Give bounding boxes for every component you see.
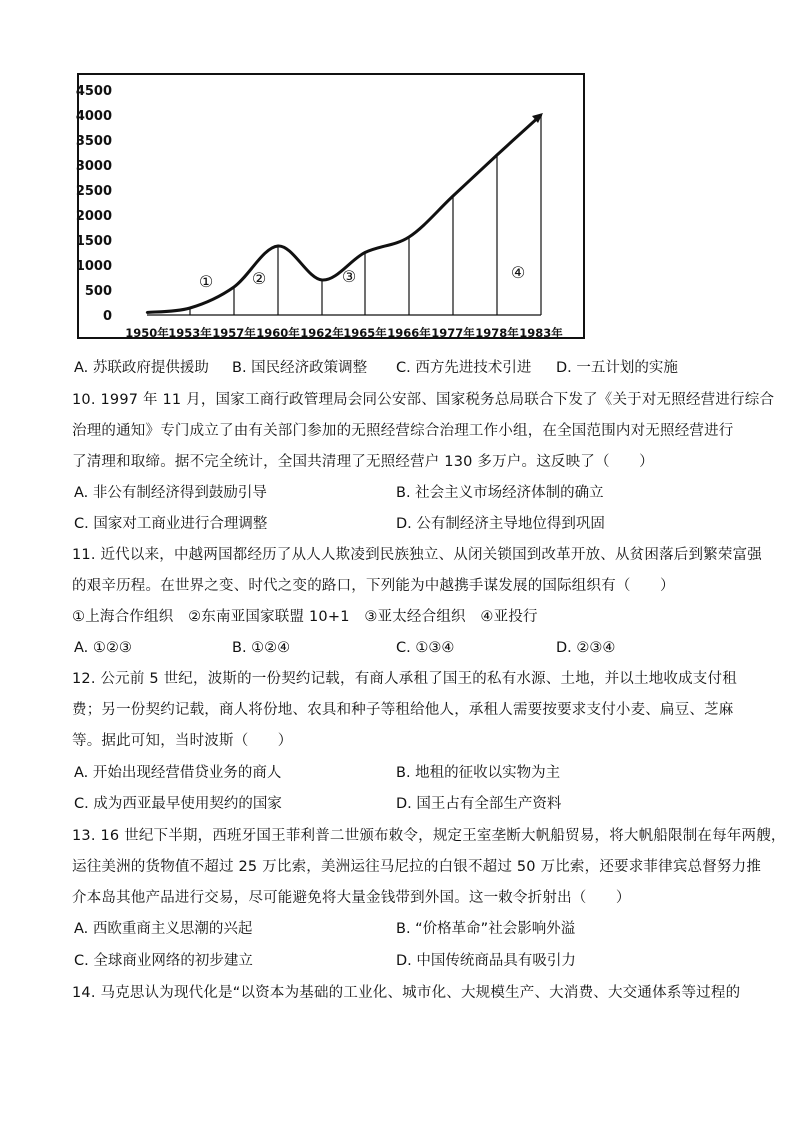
q10-option-c: C. 国家对工商业进行合理调整 [74,516,268,532]
q10-stem-line-2: 治理的通知》专门成立了由有关部门参加的无照经营综合治理工作小组，在全国范围内对无照经营进行 [72,423,734,439]
q11-stem-line-1: 11. 近代以来，中越两国都经历了从人人欺凌到民族独立、从闭关锁国到改革开放、从贫困落后到繁荣富强 [72,547,762,563]
stage-marker: ① [198,272,214,291]
y-tick-label: 1500 [75,234,112,249]
x-tick-label: 1960年 [256,326,300,340]
chart-frame [75,74,584,338]
q13-option-a: A. 西欧重商主义思潮的兴起 [74,921,253,937]
y-tick-label: 2500 [75,184,112,199]
y-tick-label: 4500 [75,84,112,99]
x-tick-label: 1965年 [343,326,387,340]
q9-option-c: C. 西方先进技术引进 [396,360,532,376]
q12-option-c: C. 成为西亚最早使用契约的国家 [74,796,282,812]
y-tick-label: 3500 [75,134,112,149]
q11-option-b: B. ①②④ [232,640,291,656]
x-tick-label: 1957年 [212,326,256,340]
q10-stem-line-3: 了清理和取缔。据不完全统计，全国共清理了无照经营户 130 多万户。这反映了（ ） [72,454,654,470]
q9-option-d: D. 一五计划的实施 [556,360,678,376]
q11-option-c: C. ①③④ [396,640,455,656]
y-tick-label: 4000 [75,109,112,124]
stage-marker: ② [251,269,267,288]
data-point [408,236,410,238]
q13-option-d: D. 中国传统商品具有吸引力 [396,953,576,969]
x-tick-label: 1953年 [168,326,212,340]
q11-option-d: D. ②③④ [556,640,616,656]
data-point [540,114,542,116]
y-tick-label: 500 [84,284,112,299]
stage-marker: ④ [510,263,526,282]
data-point [146,311,148,313]
q9-option-a: A. 苏联政府提供援助 [74,360,209,376]
data-point [496,154,498,156]
q10-option-b: B. 社会主义市场经济体制的确立 [396,485,604,501]
q10-stem-line-1: 10. 1997 年 11 月，国家工商行政管理局会同公安部、国家税务总局联合下发了《关于对无照经营进行综合 [72,392,775,408]
data-point [189,307,191,309]
x-tick-label: 1966年 [387,326,431,340]
q12-option-b: B. 地租的征收以实物为主 [396,765,561,781]
q13-stem-line-2: 运往美洲的货物值不超过 25 万比索，美洲运往马尼拉的白银不超过 50 万比索，还要求菲律宾总督努力推 [72,859,762,875]
growth-line-chart [72,68,590,346]
q9-option-b: B. 国民经济政策调整 [232,360,368,376]
data-point [452,195,454,197]
data-point [364,251,366,253]
x-tick-label: 1977年 [431,326,475,340]
x-tick-label: 1978年 [475,326,519,340]
q13-stem-line-1: 13. 16 世纪下半期，西班牙国王菲利普二世颁布敕令，规定王室垄断大帆船贸易，将大帆船限制在每年两艘， [72,828,786,844]
data-point [233,286,235,288]
q10-option-d: D. 公有制经济主导地位得到巩固 [396,516,605,532]
q11-stem-line-3: ①上海合作组织 ②东南亚国家联盟 10+1 ③亚太经合组织 ④亚投行 [72,609,538,625]
y-tick-label: 2000 [75,209,112,224]
q13-option-c: C. 全球商业网络的初步建立 [74,953,253,969]
q14-stem-line-1: 14. 马克思认为现代化是“以资本为基础的工业化、城市化、大规模生产、大消费、大交通体系等过程的 [72,985,741,1001]
q11-option-a: A. ①②③ [74,640,132,656]
q11-stem-line-2: 的艰辛历程。在世界之变、时代之变的路口，下列能为中越携手谋发展的国际组织有（ ） [72,578,675,594]
x-tick-label: 1983年 [519,326,563,340]
data-point [277,245,279,247]
q12-option-a: A. 开始出现经营借贷业务的商人 [74,765,282,781]
q10-option-a: A. 非公有制经济得到鼓励引导 [74,485,267,501]
y-tick-label: 0 [102,309,112,324]
q13-stem-line-3: 介本岛其他产品进行交易，尽可能避免将大量金钱带到外国。这一敕令折射出（ ） [72,890,631,906]
q12-option-d: D. 国王占有全部生产资料 [396,796,562,812]
stage-marker: ③ [341,267,357,286]
q13-option-b: B. “价格革命”社会影响外溢 [396,921,576,937]
data-point [321,279,323,281]
q12-stem-line-3: 等。据此可知，当时波斯（ ） [72,733,293,749]
chart-svg [72,68,590,346]
q12-stem-line-1: 12. 公元前 5 世纪，波斯的一份契约记载，有商人承租了国王的私有水源、土地，并以土地收成支付租 [72,671,737,687]
x-tick-label: 1950年 [125,326,169,340]
y-tick-label: 3000 [75,159,112,174]
y-tick-label: 1000 [75,259,112,274]
q12-stem-line-2: 费；另一份契约记载，商人将份地、农具和种子等租给他人，承租人需要按要求支付小麦、扁豆、芝麻 [72,702,734,718]
x-tick-label: 1962年 [300,326,344,340]
